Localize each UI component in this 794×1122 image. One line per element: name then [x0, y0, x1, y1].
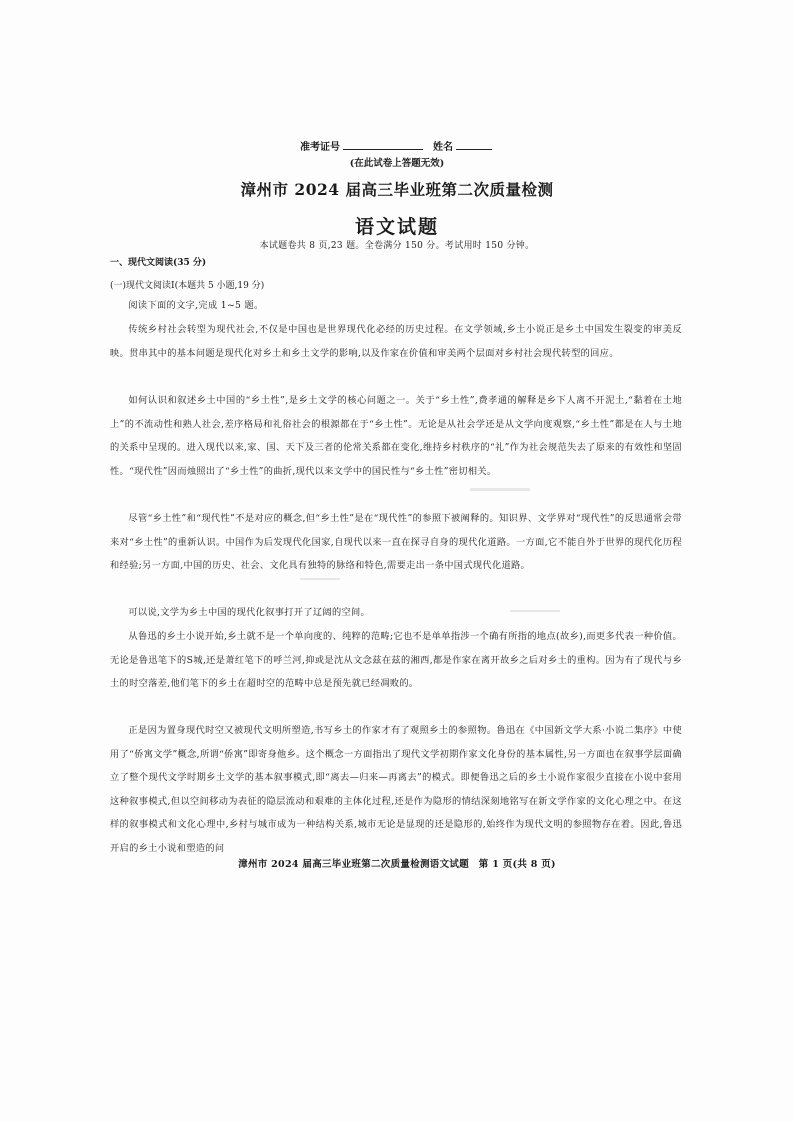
invalid-answer-note: (在此试卷上答题无效)	[349, 158, 445, 169]
name-blank	[456, 140, 492, 150]
candidate-number-blank	[343, 140, 423, 150]
paragraph-1: 传统乡村社会转型为现代社会,不仅是中国也是世界现代化必经的历史过程。在文学领域,乡土小说正是乡土中国发生裂变的审美反映。贯串其中的基本问题是现代化对乡土和乡土文学的影响,以及作家在价值和审美两个层面对乡村社会现代转型的回应。	[110, 324, 682, 359]
paragraph-6: 正是因为置身现代时空又被现代文明所塑造,书写乡土的作家才有了观照乡土的参照物。鲁迅在《中国新文学大系·小说二集序》中使用了“侨寓文学”概念,所谓“侨寓”即寄身他乡。这个概念一方面指出了现代文学初期作家文化身份的基本属性,另一方面也在叙事学层面确立了整个现代文学时期乡土文学的基本叙事模式,即“离去—归来—再离去”的模式。即便鲁迅之后的乡土小说作家很少直接在小说中套用这种叙事模式,但以空间移动为表征的隐层流动和艰难的主体化过程,还是作为隐形的情结深刻地铭写在新文学作家的文化心理之中。在这样的叙事模式和文化心理中,乡村与城市成为一种结构关系,城市无论是显现的还是隐形的,始终作为现代文明的参照物存在着。因此,鲁迅开启的乡土小说和塑造的问	[110, 725, 682, 854]
paragraph-2: 如何认识和叙述乡土中国的“乡土性”,是乡土文学的核心问题之一。关于“乡土性”,费孝通的解释是乡下人离不开泥土,“黏着在土地上”的不流动性和熟人社会,差序格局和礼俗社会的根源都在于“乡土性”。无论是从社会学还是从文学向度观察,“乡土性”都是在人与土地的关系中呈现的。进入现代以来,家、国、天下及三者的伦常关系都在变化,维持乡村秩序的“礼”作为社会规范失去了原来的有效性和坚固性。“现代性”因而烛照出了“乡土性”的曲折,现代以来文学中的国民性与“乡土性”密切相关。	[110, 395, 682, 477]
scan-noise	[510, 610, 560, 612]
exam-info: 本试题卷共 8 页,23 题。全卷满分 150 分。考试用时 150 分钟。	[259, 241, 535, 251]
scan-noise	[470, 488, 530, 491]
subsection-title: (一)现代文阅读Ⅰ(本题共 5 小题,19 分)	[110, 281, 265, 291]
subject-title: 语文试题	[354, 216, 439, 238]
paragraph-4: 可以说,文学为乡土中国的现代化叙事打开了辽阔的空间。	[128, 607, 371, 618]
paragraph-3: 尽管“乡土性”和“现代性”不是对应的概念,但“乡土性”是在“现代性”的参照下被阐释的。知识界、文学界对“现代性”的反思通常会带来对“乡土性”的重新认识。中国作为后发现代化国家,自现代以来一直在探寻自身的现代化道路。一方面,它不能自外于世界的现代化历程和经验;另一方面,中国的历史、社会、文化具有独特的脉络和特色,需要走出一条中国式现代化道路。	[110, 513, 682, 572]
candidate-number-label: 准考证号	[300, 142, 340, 153]
reading-instruction: 阅读下面的文字,完成 1~5 题。	[128, 300, 264, 311]
paragraph-5: 从鲁迅的乡土小说开始,乡土就不是一个单向度的、纯粹的范畴;它也不是单单指涉一个确有所指的地点(故乡),而更多代表一种价值。无论是鲁迅笔下的S城,还是萧红笔下的呼兰河,抑或是沈从文念兹在兹的湘西,都是作家在离开故乡之后对乡土的重构。因为有了现代与乡土的时空落差,他们笔下的乡土在超时空的范畴中总是预先就已经凋败的。	[110, 631, 682, 690]
scan-noise	[300, 578, 340, 580]
exam-title: 漳州市 2024 届高三毕业班第二次质量检测	[240, 180, 554, 199]
name-label: 姓名	[432, 142, 453, 153]
page-footer: 漳州市 2024 届高三毕业班第二次质量检测语文试题 第 1 页(共 8 页)	[238, 859, 556, 870]
section-title: 一、现代文阅读(35 分)	[110, 258, 207, 268]
candidate-info-line	[300, 138, 520, 153]
